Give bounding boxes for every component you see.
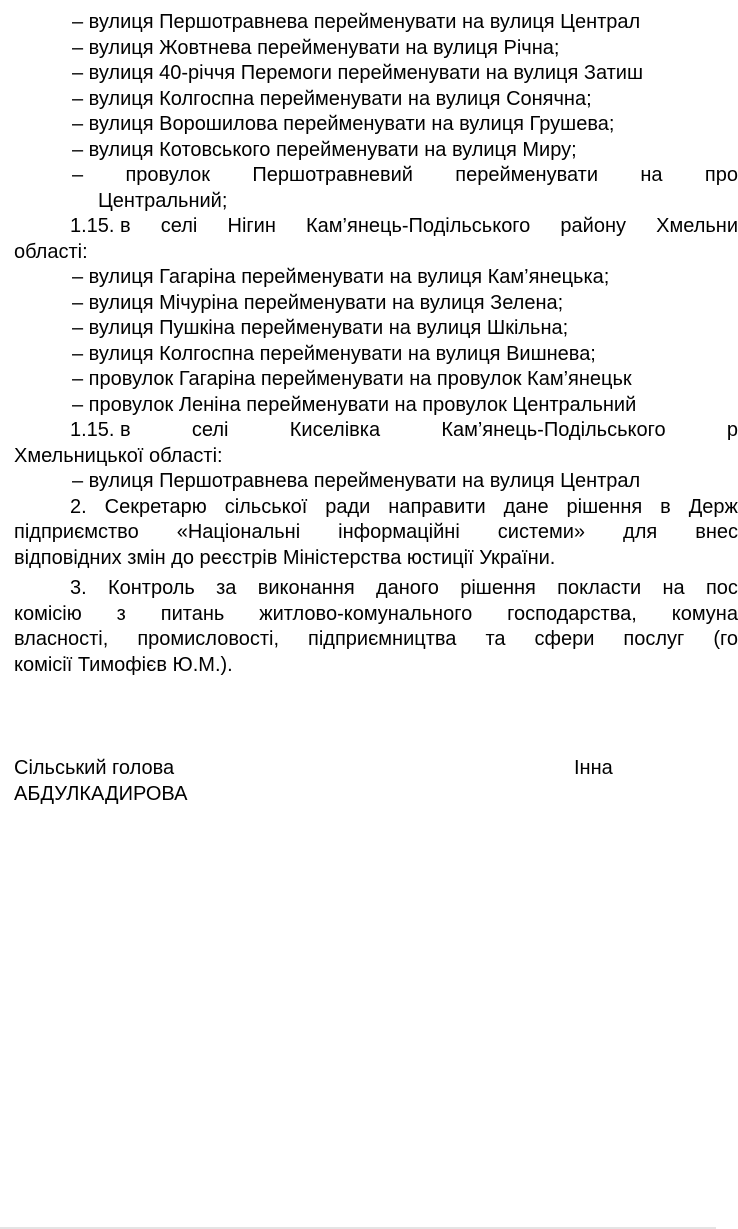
paragraph-line: комісії Тимофієв Ю.М.). bbox=[14, 654, 233, 676]
list-item: – вулиця Колгоспна перейменувати на вулиця Вишнева; bbox=[72, 343, 596, 365]
paragraph-line: 1.15. в селі Киселівка Кам’янець-Подільського р bbox=[70, 419, 738, 441]
list-item: – провулок Леніна перейменувати на провулок Центральний bbox=[72, 394, 637, 416]
list-item-continuation: Центральний; bbox=[98, 190, 228, 212]
signature-position: Сільський голова bbox=[14, 757, 175, 779]
paragraph-line: Хмельницької області: bbox=[14, 445, 223, 467]
paragraph-line: 2. Секретарю сільської ради направити дане рішення в Держ bbox=[70, 496, 738, 518]
paragraph-line: підприємство «Національні інформаційні системи» для внес bbox=[14, 521, 738, 543]
list-item: – вулиця 40-річчя Перемоги перейменувати на вулиця Затиш bbox=[72, 62, 644, 84]
list-item: – вулиця Жовтнева перейменувати на вулиця Річна; bbox=[72, 37, 560, 59]
list-item: – вулиця Першотравнева перейменувати на вулиця Централ bbox=[72, 11, 641, 33]
signature-first-name: Інна bbox=[574, 757, 613, 779]
list-item: – вулиця Котовського перейменувати на вулиця Миру; bbox=[72, 139, 577, 161]
list-item: – вулиця Першотравнева перейменувати на вулиця Централ bbox=[72, 470, 641, 492]
list-item: – вулиця Ворошилова перейменувати на вулиця Грушева; bbox=[72, 113, 615, 135]
list-item: – провулок Гагаріна перейменувати на провулок Кам’янецьк bbox=[72, 368, 632, 390]
list-item: – вулиця Мічуріна перейменувати на вулиця Зелена; bbox=[72, 292, 564, 314]
paragraph-line: області: bbox=[14, 241, 88, 263]
paragraph-line: відповідних змін до реєстрів Міністерства юстиції України. bbox=[14, 547, 556, 569]
paragraph-line: 1.15. в селі Нігин Кам’янець-Подільського району Хмельни bbox=[70, 215, 738, 237]
paragraph-line: комісію з питань житлово-комунального господарства, комуна bbox=[14, 603, 738, 625]
paragraph-line: 3. Контроль за виконання даного рішення покласти на пос bbox=[70, 577, 738, 599]
list-item: – провулок Першотравневий перейменувати на про bbox=[72, 164, 738, 186]
list-item: – вулиця Колгоспна перейменувати на вулиця Сонячна; bbox=[72, 88, 592, 110]
list-item: – вулиця Пушкіна перейменувати на вулиця Шкільна; bbox=[72, 317, 569, 339]
list-item: – вулиця Гагаріна перейменувати на вулиця Кам’янецька; bbox=[72, 266, 610, 288]
paragraph-line: власності, промисловості, підприємництва та сфери послуг (го bbox=[14, 628, 738, 650]
signature-last-name: АБДУЛКАДИРОВА bbox=[14, 783, 188, 805]
